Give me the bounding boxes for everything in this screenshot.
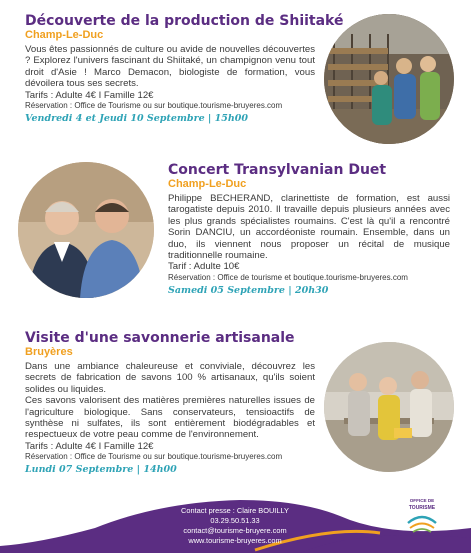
contact-label: Contact presse : Claire BOUILLY xyxy=(181,506,289,515)
event-date: Vendredi 4 et Jeudi 10 Septembre | 15h00 xyxy=(25,113,249,125)
event-description: Vous êtes passionnés de culture ou avide de nouvelles découvertes ? Explorez l'univers fascinant du Shiitaké, un champignon venu tout droit d'Asie ! Marco Demacon, biologiste de formation, vous dévoilera tous ses secrets. xyxy=(25,44,315,90)
event-location: Champ-Le-Duc xyxy=(25,29,104,41)
event-reservation: Réservation : Office de tourisme et boutique.tourisme-bruyeres.com xyxy=(168,272,408,282)
soap-workshop-illustration xyxy=(324,342,454,472)
event-location: Bruyères xyxy=(25,346,73,358)
event-tarifs: Tarif : Adulte 10€ xyxy=(168,261,240,273)
event-title: Concert Transylvanian Duet xyxy=(168,162,387,178)
event-tarifs: Tarifs : Adulte 4€ I Famille 12€ xyxy=(25,440,154,452)
event-tarifs: Tarifs : Adulte 4€ I Famille 12€ xyxy=(25,89,154,101)
event-description-1: Dans une ambiance chaleureuse et conviviale, découvrez les secrets de fabrication de savons 100 % artisanaux, qu'ils soient solides ou liquides. xyxy=(25,361,315,395)
soap-workshop-photo xyxy=(324,342,454,472)
event-reservation: Réservation : Office de Tourisme ou sur boutique.tourisme-bruyeres.com xyxy=(25,452,283,462)
contact-website[interactable]: www.tourisme-bruyeres.com xyxy=(188,536,282,545)
contact-phone: 03.29.50.51.33 xyxy=(210,516,260,525)
event-description: Philippe BECHERAND, clarinettiste de formation, est aussi tarogatiste depuis 2010. Il travaille depuis plusieurs années avec les plus grands spécialistes roumains. C'est là qu'il a rencontré Sorin DANCIU, un accordéoniste roumain. Ensemble, dans un duo, ils viennent nous proposer un récital de musique traditionnelle roumaine. xyxy=(168,193,450,262)
event-shiitake xyxy=(25,13,344,125)
shiitake-farm-photo xyxy=(324,14,454,144)
logo-text-line1: OFFICE DE xyxy=(409,498,435,503)
logo-text-line2: TOURISME xyxy=(408,505,436,511)
event-location: Champ-Le-Duc xyxy=(168,178,247,190)
duet-illustration xyxy=(18,162,154,298)
duet-musicians-photo xyxy=(18,162,154,298)
event-title: Découverte de la production de Shiitaké xyxy=(25,13,344,29)
event-description-2: Ces savons valorisent des matières premières naturelles issues de l'agriculture biologique. Sans conservateurs, tensioactifs de synthèse ni sulfates, ils sont entièrement biodégradables et respectueux de votre peau comme de l'environnement. xyxy=(25,395,315,441)
event-concert xyxy=(168,162,450,297)
event-reservation: Réservation : Office de Tourisme ou sur boutique.tourisme-bruyeres.com xyxy=(25,101,283,111)
event-title: Visite d'une savonnerie artisanale xyxy=(25,330,295,346)
event-date: Samedi 05 Septembre | 20h30 xyxy=(168,284,329,296)
shiitake-farm-illustration xyxy=(324,14,454,144)
contact-email[interactable]: contact@tourisme-bruyere.com xyxy=(183,526,287,535)
event-savonnerie xyxy=(25,330,315,476)
press-contact xyxy=(150,506,320,546)
event-date: Lundi 07 Septembre | 14h00 xyxy=(25,464,177,476)
